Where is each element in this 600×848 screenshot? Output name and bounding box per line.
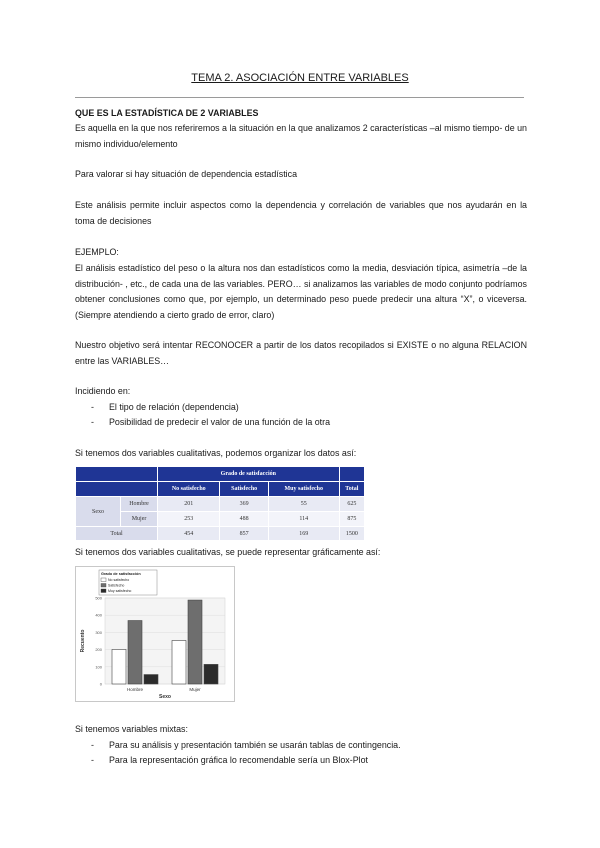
y-tick-label: 500 [95, 595, 102, 601]
example-label: EJEMPLO: [75, 247, 119, 257]
table-cell: 369 [220, 497, 268, 512]
legend-swatch [101, 584, 106, 588]
table-cell: 488 [220, 512, 268, 527]
table-cell: 114 [268, 512, 339, 527]
paragraph-analysis: Este análisis permite incluir aspectos como la dependencia y correlación de variables que nos ayudarán en la toma de decisiones [75, 200, 527, 226]
bar-no-satisfecho [172, 640, 186, 684]
table-cell: 454 [158, 527, 220, 541]
contingency-table [75, 466, 365, 541]
table-group-header: Grado de satisfacción [158, 467, 340, 482]
legend-label: No satisfecho [108, 578, 130, 582]
y-tick-label: 300 [95, 629, 102, 635]
paragraph-table-intro: Si tenemos dos variables cualitativas, podemos organizar los datos así: [75, 448, 357, 458]
document-title: TEMA 2. ASOCIACIÓN ENTRE VARIABLES [191, 72, 409, 84]
bullet-item [91, 753, 531, 769]
bullet-text: Para su análisis y presentación también se usarán tablas de contingencia. [109, 740, 401, 750]
paragraph-incidiendo: Incidiendo en: [75, 386, 131, 396]
table-cell: 875 [339, 512, 364, 527]
paragraph-chart-intro: Si tenemos dos variables cualitativas, se puede representar gráficamente así: [75, 547, 381, 557]
bar-no-satisfecho [112, 649, 126, 684]
x-tick-label: Hombre [126, 687, 144, 692]
table-cell: 1500 [339, 527, 364, 541]
paragraph-objective: Nuestro objetivo será intentar RECONOCER a partir de los datos recopilados si EXISTE o no alguna RELACION entre las VARIABLES… [75, 340, 527, 366]
bullet-dash: - [91, 402, 94, 412]
table-corner [76, 467, 158, 482]
table-column-header: Muy satisfecho [268, 482, 339, 497]
paragraph-mixed: Si tenemos variables mixtas: [75, 724, 188, 734]
paragraph-definition: Es aquella en la que nos referiremos a la situación en la que analizamos 2 características –al mismo tiempo- de un mismo individuo/elemento [75, 123, 527, 149]
bar-muy-satisfecho [204, 664, 218, 684]
x-tick-label: Mujer [189, 687, 201, 692]
bullet-dash: - [91, 417, 94, 427]
paragraph-purpose: Para valorar si hay situación de dependencia estadística [75, 169, 298, 179]
legend-swatch [101, 578, 106, 582]
bar-muy-satisfecho [144, 675, 158, 684]
table-row-label: Mujer [121, 512, 158, 527]
table-column-header: Satisfecho [220, 482, 268, 497]
y-axis-label: Recuento [80, 629, 86, 653]
legend-title: Grado de satisfacción [101, 572, 141, 576]
table-cell: 253 [158, 512, 220, 527]
legend-label: Muy satisfecho [108, 589, 132, 593]
table-corner-right [339, 467, 364, 482]
table-total-label: Total [76, 527, 158, 541]
bar-satisfecho [188, 600, 202, 684]
bullet-dash: - [91, 755, 94, 765]
bullet-text: Para la representación gráfica lo recomendable sería un Blox-Plot [109, 755, 368, 765]
bullet-text: Posibilidad de predecir el valor de una función de la otra [109, 417, 331, 427]
x-axis-label: Sexo [159, 694, 171, 700]
bullet-item [91, 400, 531, 416]
bullet-item [91, 738, 531, 754]
table-column-header: Total [339, 482, 364, 497]
table-cell: 201 [158, 497, 220, 512]
section-heading: QUE ES LA ESTADÍSTICA DE 2 VARIABLES [75, 108, 259, 118]
table-cell: 55 [268, 497, 339, 512]
bar-chart [75, 566, 235, 702]
table-row-var: Sexo [76, 497, 121, 527]
y-tick-label: 0 [99, 681, 102, 687]
legend-swatch [101, 589, 106, 593]
bar-satisfecho [128, 621, 142, 684]
bullet-item [91, 415, 531, 431]
title-divider [75, 97, 524, 98]
legend-label: Satisfecho [108, 583, 125, 588]
y-tick-label: 100 [95, 664, 102, 670]
table-row-label: Hombre [121, 497, 158, 512]
table-cell: 857 [220, 527, 268, 541]
table-cell: 169 [268, 527, 339, 541]
y-tick-label: 400 [95, 612, 102, 618]
table-corner-2 [76, 482, 158, 497]
bullet-dash: - [91, 740, 94, 750]
bullet-text: El tipo de relación (dependencia) [109, 402, 239, 412]
paragraph-example: El análisis estadístico del peso o la altura nos dan estadísticos como la media, desviación típica, asimetría –de la distribución- , etc., de cada una de las variables. PERO… si analizamos las variables de modo conjunto podríamos obtener conclusiones como que, por ejemplo, un determinado peso puede predecir una altura “X”, o viceversa. (Siempre atendiendo a cierto grado de error, claro) [75, 263, 527, 320]
table-cell: 625 [339, 497, 364, 512]
table-column-header: No satisfecho [158, 482, 220, 497]
y-tick-label: 200 [95, 647, 102, 653]
